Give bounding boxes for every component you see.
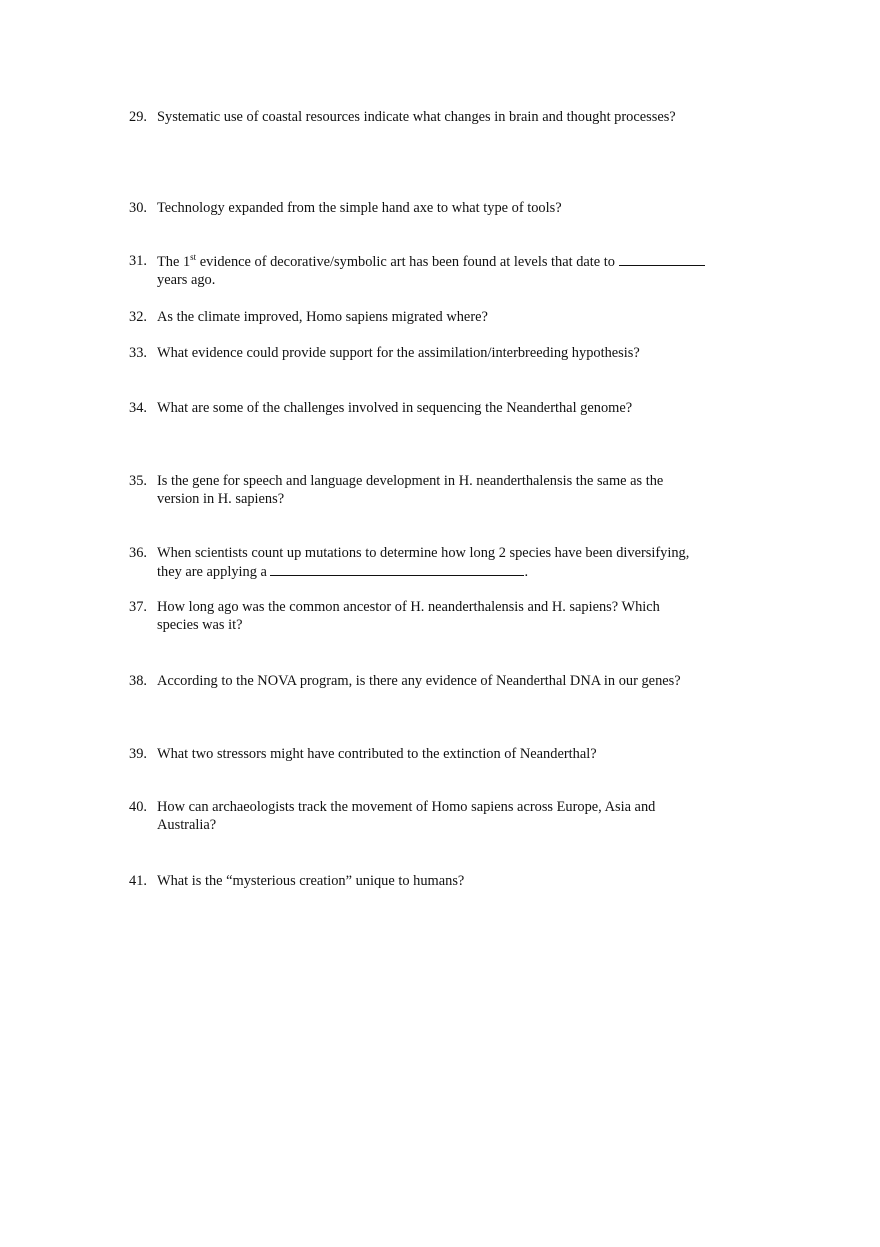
question-line: How long ago was the common ancestor of H. neanderthalensis and H. sapiens? Which bbox=[157, 599, 660, 615]
question-number: 40. bbox=[129, 799, 147, 815]
question-text: What is the “mysterious creation” unique to humans? bbox=[157, 873, 465, 889]
question-number: 38. bbox=[129, 673, 147, 689]
question-number: 34. bbox=[129, 400, 147, 416]
ordinal-superscript: st bbox=[190, 252, 197, 262]
question-number: 41. bbox=[129, 873, 147, 889]
question-text: What evidence could provide support for the assimilation/interbreeding hypothesis? bbox=[157, 345, 640, 361]
question-line: How can archaeologists track the movement of Homo sapiens across Europe, Asia and bbox=[157, 799, 656, 815]
question-line: The 1st evidence of decorative/symbolic art has been found at levels that date to bbox=[157, 252, 767, 271]
question-number: 35. bbox=[129, 473, 147, 489]
answer-blank bbox=[270, 562, 524, 576]
question-number: 31. bbox=[129, 253, 147, 269]
question-line: years ago. bbox=[157, 272, 216, 288]
question-text bbox=[157, 544, 767, 581]
question-line: version in H. sapiens? bbox=[157, 491, 285, 507]
question-number: 32. bbox=[129, 309, 147, 325]
question-line: When scientists count up mutations to determine how long 2 species have been diversifying, bbox=[157, 545, 690, 561]
question-text: According to the NOVA program, is there any evidence of Neanderthal DNA in our genes? bbox=[157, 673, 681, 689]
question-text bbox=[157, 252, 767, 289]
question-text bbox=[157, 598, 767, 634]
question-text: What two stressors might have contributed to the extinction of Neanderthal? bbox=[157, 746, 597, 762]
question-text: What are some of the challenges involved in sequencing the Neanderthal genome? bbox=[157, 400, 633, 416]
question-number: 29. bbox=[129, 109, 147, 125]
question-line: they are applying a . bbox=[157, 564, 529, 580]
answer-blank bbox=[619, 252, 705, 266]
question-number: 37. bbox=[129, 599, 147, 615]
question-number: 39. bbox=[129, 746, 147, 762]
question-number: 36. bbox=[129, 545, 147, 561]
question-text bbox=[157, 472, 767, 508]
question-line: Is the gene for speech and language development in H. neanderthalensis the same as the bbox=[157, 473, 664, 489]
question-text: Systematic use of coastal resources indicate what changes in brain and thought processes? bbox=[157, 109, 676, 125]
question-line: Australia? bbox=[157, 817, 217, 833]
question-text bbox=[157, 798, 767, 834]
question-line: species was it? bbox=[157, 617, 243, 633]
question-number: 30. bbox=[129, 200, 147, 216]
question-number: 33. bbox=[129, 345, 147, 361]
question-text: Technology expanded from the simple hand axe to what type of tools? bbox=[157, 200, 562, 216]
question-text: As the climate improved, Homo sapiens migrated where? bbox=[157, 309, 488, 325]
